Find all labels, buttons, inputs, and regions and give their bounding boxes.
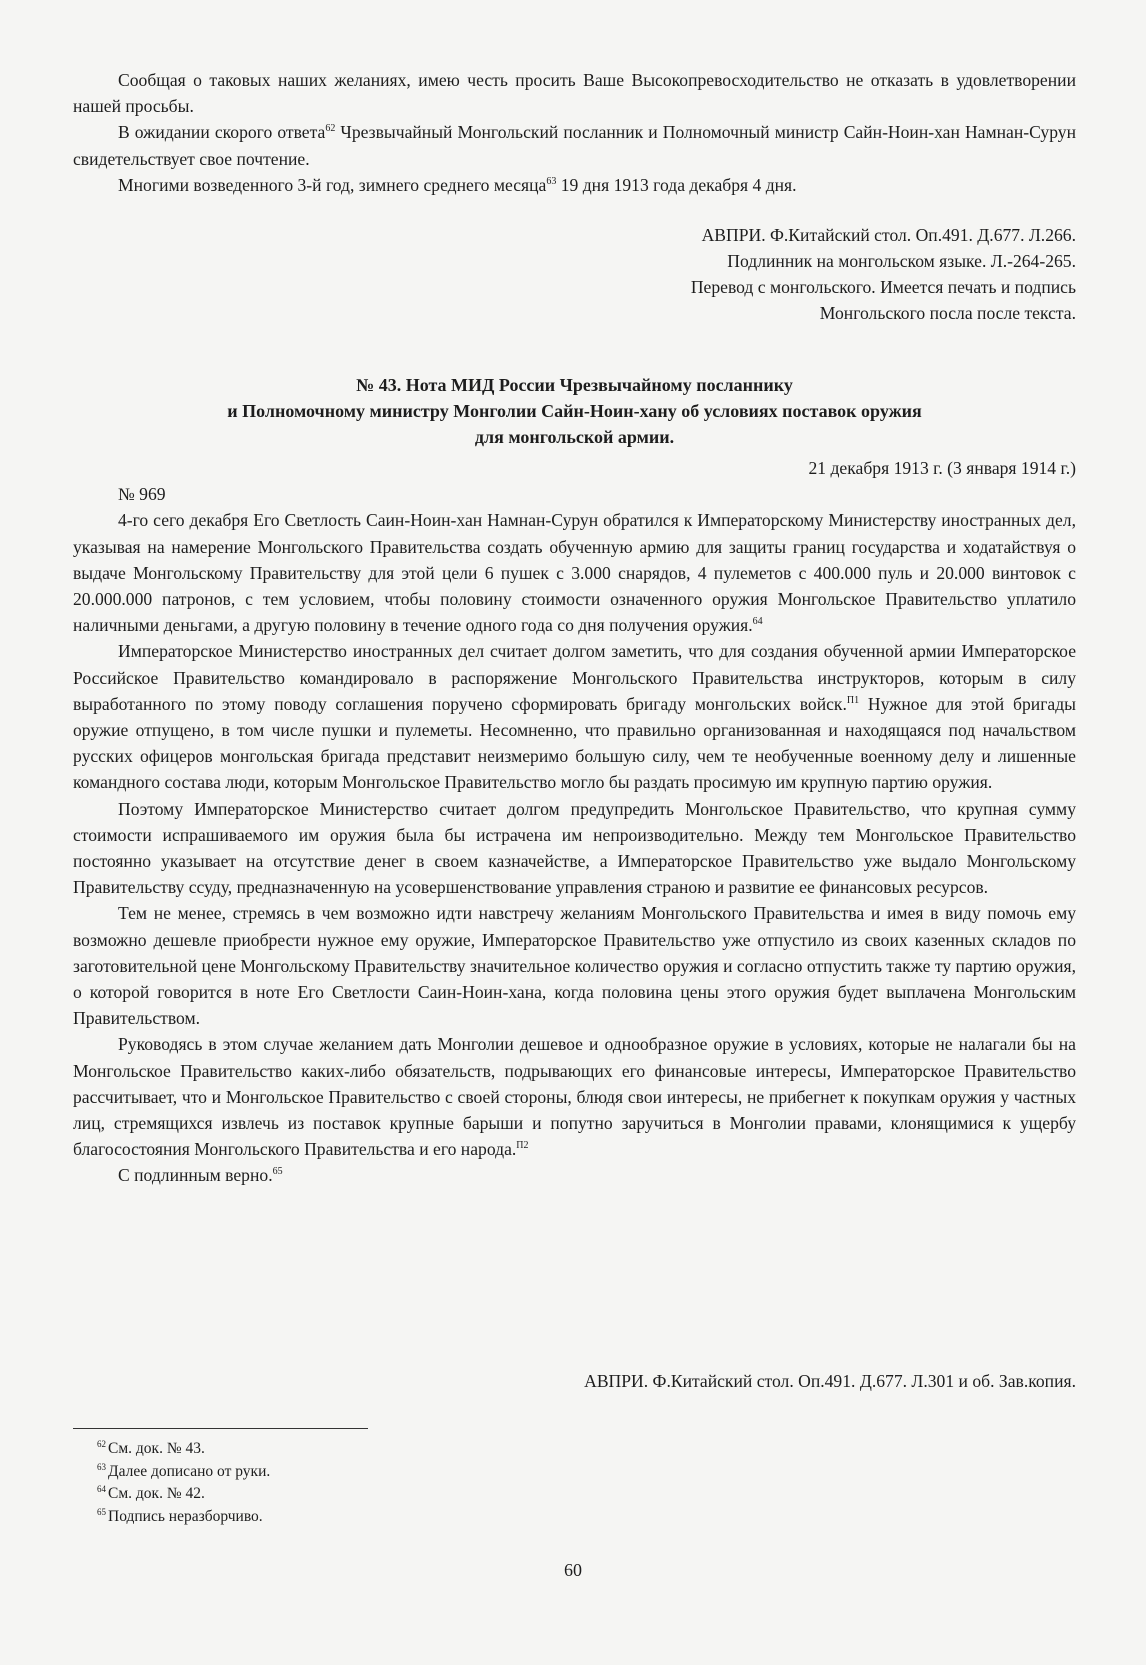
document-title: № 43. Нота МИД России Чрезвычайному посланнику и Полномочному министру Монголии Сайн-Ноин-хану об условиях поставок оружия для монгольской армии. [227,375,922,447]
footnotes [97,1438,270,1528]
paragraph: 4-го сего декабря Его Светлость Саин-Ноин-хан Намнан-Сурун обратился к Императорскому Министерству иностранных дел, указывая на намерение Монгольского Правительства создать обученную армию для защиты границ государства и ходатайствуя о выдаче Монгольскому Правительству для этой цели 6 пушек с 3.000 снарядов, 4 пулеметов с 400.000 пуль и 20.000 винтовок с 20.000.000 патронов, с тем условием, чтобы половину стоимости означенного оружия Монгольское Правительство уплатило наличными деньгами, а другую половину в течение одного года со дня получения оружия.$^{64}$ [73,510,1076,636]
paragraph: В ожидании скорого ответа$^{62}$ Чрезвычайный Монгольский посланник и Полномочный министр Сайн-Ноин-хан Намнан-Сурун свидетельствует свое почтение. [73,122,1076,169]
paragraph: Тем не менее, стремясь в чем возможно идти навстречу желаниям Монгольского Правительства и имея в виду помочь ему возможно дешевле приобрести нужное ему оружие, Императорское Правительство уже отпустило из своих казенных складов по заготовительной цене Монгольскому Правительству значительное количество оружия и согласно отпустить также ту партию оружия, о которой говорится в ноте Его Светлости Саин-Ноин-хана, когда половина цены этого оружия будет выплачена Монгольским Правительством. [73,903,1076,1029]
paragraph: Поэтому Императорское Министерство считает долгом предупредить Монгольское Правительство, что крупная сумму стоимости испрашиваемого им оружия была бы истрачена им непроизводительно. Между тем Монгольское Правительство постоянно указывает на отсутствие денег в своем казначействе, а Императорское Правительство уже выдало Монгольскому Правительству ссуду, предназначенную на усовершенствование управления страною и развитие ее финансовых ресурсов. [73,798,1076,898]
paragraph: Сообщая о таковых наших желаниях, имею честь просить Ваше Высокопревосходительство не отказать в удовлетворении нашей просьбы. [73,70,1076,117]
paragraph: Руководясь в этом случае желанием дать Монголии дешевое и однообразное оружие в условиях, которые не налагали бы на Монгольское Правительство каких-либо обязательств, подрывающих его финансовые интересы, Императорское Правительство рассчитывает, что и Монгольское Правительство с своей стороны, блюдя свои интересы, не прибегнет к покупкам оружия у частных лиц, стремящихся извлечь из поставок крупные барыши и попутно заручиться в Монголии правами, клонящимися к ущербу благосостояния Монгольского Правительства и его народа.$^{П2}$ [73,1034,1076,1160]
footnote: $^{62}$ См. док. № 43. [97,1439,205,1457]
footnote-ref: П2 [516,1140,529,1152]
document-date: 21 декабря 1913 г. (3 января 1914 г.) [808,458,1076,478]
paragraph: Многими возведенного 3-й год, зимнего среднего месяца$^{63}$ 19 дня 1913 года декабря 4 дня. [118,174,797,195]
archive-source: АВПРИ. Ф.Китайский стол. Оп.491. Д.677. Л.301 и об. Зав.копия. [584,1371,1076,1391]
footnote-divider [73,1428,368,1429]
document-body [73,455,1076,1189]
footnote-ref: 64 [752,616,763,628]
footnote: $^{65}$ Подпись неразборчиво. [97,1506,263,1525]
footnote: $^{63}$ Далее дописано от руки. [97,1461,271,1480]
paragraph: С подлинным верно.$^{65}$ [118,1165,283,1186]
document-number: № 969 [118,484,166,505]
footnote-ref: 65 [272,1166,283,1178]
paragraph: Императорское Министерство иностранных дел считает долгом заметить, что для создания обученной армии Императорское Российское Правительство командировало в распоряжение Монгольского Правительства инструкторов, которым в силу выработанного по этому поводу соглашения поручено сформировать бригаду монгольских войск.$^{П1}$ Нужное для этой бригады оружие отпущено, в том числе пушки и пулеметы. Несомненно, что правильно организованная и находящаяся под начальством русских офицеров монгольская бригада представит неизмеримо большую силу, чем те необученные военному делу и лишенные командного состава люди, которым Монгольское Правительство могло бы раздать просимую им крупную партию оружия. [73,641,1076,793]
footnote-ref: П1 [846,694,860,706]
footnote: $^{64}$ См. док. № 42. [97,1484,205,1502]
archive-source: АВПРИ. Ф.Китайский стол. Оп.491. Д.677. Л.266. Подлинник на монгольском языке. Л.-264-265. Перевод с монгольского. Имеется печать и подпись Монгольского посла после текста. [690,225,1076,323]
footnote-ref: 63 [546,175,557,187]
intro-section [73,67,1076,198]
footnote-ref: 62 [325,123,336,135]
page-number: 60 [564,1560,582,1580]
